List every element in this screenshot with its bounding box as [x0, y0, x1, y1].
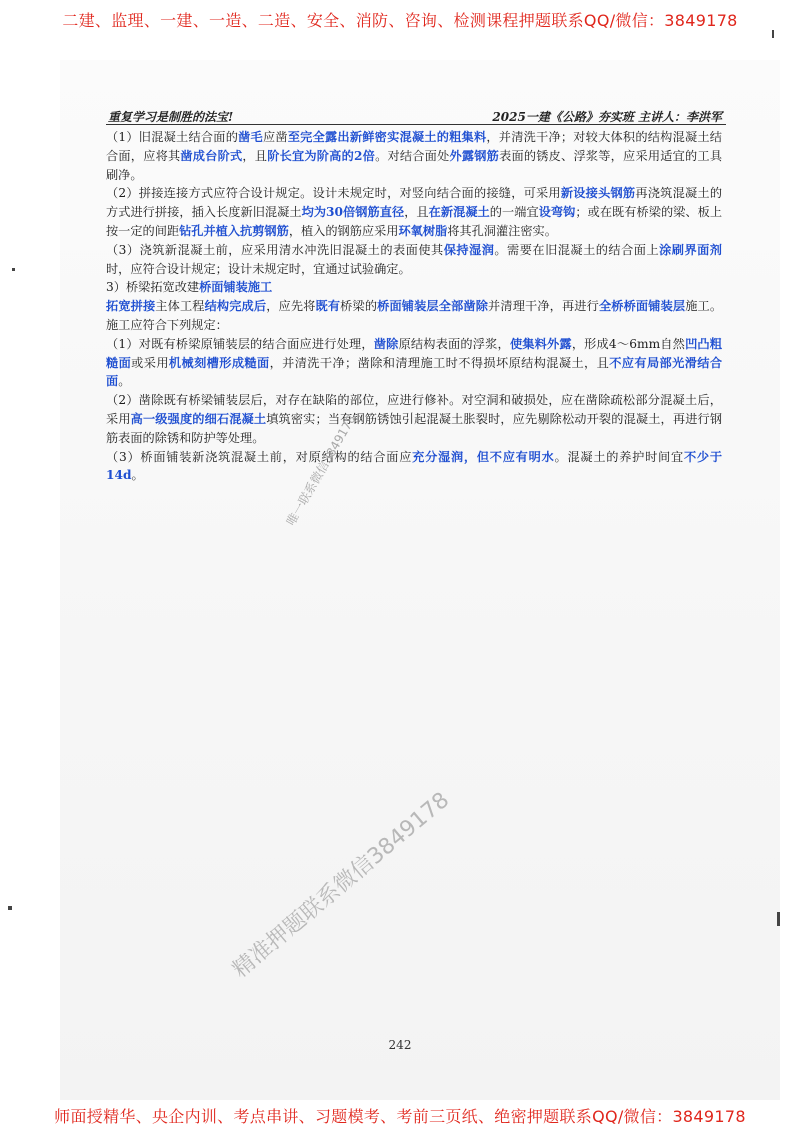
- highlighted-text: 至完全露出新鲜密实混凝土的粗集料: [287, 130, 487, 144]
- body-text: 的一端宜: [489, 205, 539, 220]
- body-text: 。混凝土的养护时间宜: [554, 449, 684, 464]
- highlighted-text: 凿毛: [238, 130, 263, 144]
- paragraph: [106, 391, 722, 447]
- highlighted-text: 均为30倍钢筋直径: [301, 205, 405, 220]
- highlighted-text: 保持湿润: [443, 242, 495, 257]
- paragraph: [106, 297, 722, 335]
- body-text: 。对结合面处: [375, 148, 450, 163]
- scan-mark-left-bottom: [8, 906, 12, 910]
- body-text: （1）对既有桥梁原铺装层的结合面应进行处理，: [106, 336, 374, 351]
- highlighted-text: 拓宽拼接: [106, 299, 156, 314]
- body-text: ，形成4～6mm自然: [571, 336, 686, 351]
- body-text: 应凿: [262, 130, 288, 144]
- header-course-info: 2025一建《公路》夯实班 主讲人：李洪军: [492, 110, 722, 124]
- bottom-banner: 师面授精华、央企内训、考点串讲、习题模考、考前三页纸、绝密押题联系QQ/微信：3849178: [54, 1107, 746, 1126]
- body-text: （2）拼接连接方式应符合设计规定。设计未规定时，对竖向结合面的接缝，可采用: [106, 186, 561, 201]
- highlighted-text: 涂刷界面剂: [659, 242, 722, 257]
- header-slogan: 重复学习是制胜的法宝!: [108, 110, 234, 124]
- paragraph: [106, 184, 722, 240]
- highlighted-text: 机械刻槽形成糙面: [168, 355, 270, 370]
- scan-mark-right: [777, 912, 780, 926]
- body-text: 或采用: [131, 355, 169, 370]
- highlighted-text: 环氧树脂: [398, 223, 448, 238]
- highlighted-text: 充分湿润，但不应有明水: [412, 449, 555, 464]
- top-banner: 二建、监理、一建、一造、二造、安全、消防、咨询、检测课程押题联系QQ/微信：3849178: [62, 11, 738, 30]
- highlighted-text: 凿除: [373, 336, 399, 351]
- body-text: 再浇筑混凝土的方式进行拼接，插入长度新旧混凝土: [106, 186, 723, 220]
- highlighted-text: 凹凸粗糙面: [106, 336, 722, 370]
- paragraph: [106, 241, 722, 279]
- body-text: 时，应符合设计规定；设计未规定时，宜通过试验确定。: [106, 261, 411, 276]
- highlighted-text: 全桥桥面铺装层: [598, 299, 686, 314]
- body-text: ，植入的钢筋应采用: [288, 223, 399, 238]
- body-text: 。: [118, 374, 131, 389]
- body-text: 原结构表面的浮浆，: [398, 336, 510, 351]
- body-text: 表面的锈皮、浮浆等，应采用适宜的工具刷净。: [106, 148, 723, 182]
- highlighted-text: 钻孔并植入抗剪钢筋: [179, 223, 289, 238]
- body-text: （1）旧混凝土结合面的: [106, 130, 239, 144]
- highlighted-text: 结构完成后: [204, 299, 267, 314]
- body-text: 3）桥梁拓宽改建: [106, 280, 200, 295]
- highlighted-text: 阶长宜为阶高的2倍: [267, 148, 376, 163]
- body-text: ，应先将: [266, 299, 316, 314]
- body-text: 桥梁的: [340, 299, 378, 314]
- highlighted-text: 不应有局部光滑结合面: [106, 355, 723, 389]
- body-text: ，且: [404, 205, 429, 220]
- highlighted-text: 桥面铺装层全部凿除: [377, 299, 489, 314]
- body-text: ，并清洗干净；对较大体积的结构混凝土结合面，应将其: [106, 130, 722, 163]
- highlighted-text: 在新混凝土: [428, 205, 490, 220]
- highlighted-text: 外露钢筋: [449, 148, 500, 163]
- document-body: [106, 128, 722, 485]
- highlighted-text: 不少于14d: [106, 449, 723, 483]
- body-text: （3）桥面铺装新浇筑混凝土前，对原结构的结合面应: [106, 449, 413, 464]
- highlighted-text: 桥面铺装施工: [199, 280, 273, 295]
- highlighted-text: 新设接头钢筋: [560, 186, 636, 201]
- body-text: 将其孔洞灌注密实。: [447, 223, 557, 238]
- body-text: 主体工程: [155, 299, 205, 314]
- paragraph: [106, 128, 722, 184]
- page-number: 242: [388, 1038, 412, 1052]
- paragraph: [106, 278, 722, 297]
- header-divider: [106, 124, 726, 125]
- watermark-small: 唯一联系微信3849178: [283, 412, 359, 528]
- watermark-large: 精准押题联系微信3849178: [228, 787, 455, 983]
- highlighted-text: 高一级强度的细石混凝土: [130, 411, 267, 426]
- scan-mark-left: [12, 268, 15, 271]
- highlighted-text: 既有: [315, 299, 341, 314]
- scan-mark-top-right: [772, 30, 774, 38]
- body-text: （2）凿除既有桥梁铺装层后，对存在缺陷的部位，应进行修补。对空洞和破损处，应在凿除疏松部分混凝土后，采用: [106, 393, 722, 426]
- body-text: 并清理干净，再进行: [488, 299, 599, 314]
- body-text: ；或在既有桥梁的梁、板上按一定的间距: [106, 205, 723, 238]
- highlighted-text: 设弯钩: [538, 205, 576, 220]
- body-text: （3）浇筑新混凝土前，应采用清水冲洗旧混凝土的表面使其: [106, 242, 444, 257]
- body-text: 填筑密实；当有钢筋锈蚀引起混凝土胀裂时，应先剔除松动开裂的混凝土，再进行钢筋表面的除锈和防护等处理。: [106, 411, 723, 445]
- body-text: 施工。施工应符合下列规定：: [106, 299, 723, 332]
- body-text: ，且: [242, 148, 268, 163]
- highlighted-text: 凿成台阶式: [180, 148, 243, 163]
- body-text: 。: [131, 468, 144, 483]
- paragraph: [106, 335, 722, 391]
- highlighted-text: 使集料外露: [509, 336, 572, 351]
- body-text: ，并清洗干净；凿除和清理施工时不得损坏原结构混凝土，且: [269, 355, 610, 370]
- paragraph: [106, 448, 722, 486]
- body-text: 。需要在旧混凝土的结合面上: [494, 242, 660, 257]
